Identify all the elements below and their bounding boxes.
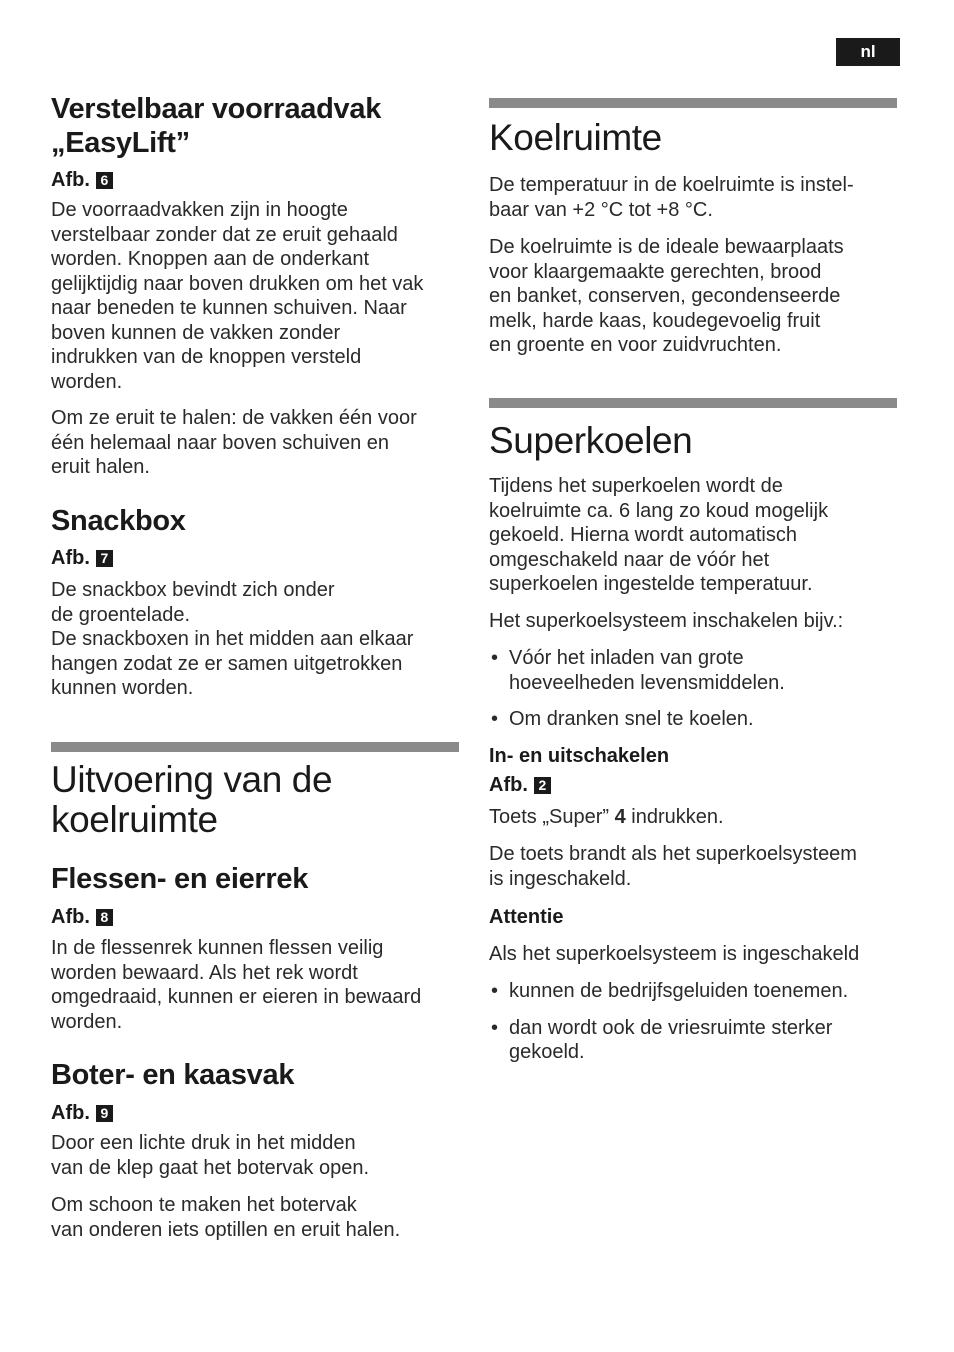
inuit-heading: In- en uitschakelen	[489, 745, 670, 767]
language-tab: nl	[836, 38, 900, 66]
koelruimte-heading: Koelruimte	[489, 117, 662, 158]
snackbox-heading: Snackbox	[51, 505, 186, 537]
snackbox-figure-ref: Afb. 7	[51, 546, 461, 570]
superkoelen-bullet-list	[489, 646, 899, 732]
easylift-paragraph-2: Om ze eruit te halen: de vakken één voor één helemaal naar boven schuiven en eruit halen.	[51, 407, 417, 478]
easylift-paragraph-1: De voorraadvakken zijn in hoogte verstelbaar zonder dat ze eruit gehaald worden. Knoppen aan de onderkant gelijktijdig naar boven drukken om het vak naar beneden te kunnen schuiven. Naar boven kunnen de vakken zonder indrukken van de knoppen versteld worden.	[51, 199, 424, 393]
figure-number: 7	[96, 550, 113, 567]
superkoelen-paragraph-3: De toets brandt als het superkoelsysteem is ingeschakeld.	[489, 843, 857, 890]
boter-paragraph-1: Door een lichte druk in het midden van de klep gaat het botervak open.	[51, 1132, 370, 1179]
koelruimte-paragraph-2: De koelruimte is de ideale bewaarplaats voor klaargemaakte gerechten, brood en banket, conserven, gecondenseerde melk, harde kaas, koudegevoelig fruit en groente en voor zuidvruchten.	[489, 236, 844, 356]
superkoelen-figure-ref: Afb. 2	[489, 773, 899, 797]
toets-instruction: Toets „Super” 4 indrukken.	[489, 806, 724, 828]
attentie-bullet-list	[489, 979, 899, 1065]
superkoelen-heading: Superkoelen	[489, 420, 693, 461]
attentie-paragraph: Als het superkoelsysteem is ingeschakeld	[489, 943, 860, 965]
easylift-heading: Verstelbaar voorraadvak „EasyLift”	[51, 93, 382, 159]
list-item: • Vóór het inladen van grote hoeveelheden levensmiddelen.	[489, 646, 899, 695]
boter-heading: Boter- en kaasvak	[51, 1059, 295, 1091]
flessen-heading: Flessen- en eierrek	[51, 863, 309, 895]
list-item: • dan wordt ook de vriesruimte sterker gekoeld.	[489, 1016, 899, 1065]
snackbox-paragraph: De snackbox bevindt zich onder de groentelade. De snackboxen in het midden aan elkaar hangen zodat ze er samen uitgetrokken kunnen worden.	[51, 579, 414, 699]
section-divider	[489, 398, 897, 408]
button-number: 4	[614, 806, 626, 828]
list-item: • Om dranken snel te koelen.	[489, 707, 899, 732]
boter-figure-ref: Afb. 9	[51, 1101, 461, 1125]
superkoelen-paragraph-2: Het superkoelsysteem inschakelen bijv.:	[489, 610, 844, 632]
uitvoering-heading: Uitvoering van de koelruimte	[51, 759, 333, 840]
koelruimte-paragraph-1: De temperatuur in de koelruimte is instel- baar van +2 °C tot +8 °C.	[489, 174, 854, 221]
figure-number: 8	[96, 909, 113, 926]
figure-number: 2	[534, 777, 551, 794]
section-divider	[51, 742, 459, 752]
figure-number: 6	[96, 172, 113, 189]
list-item: • kunnen de bedrijfsgeluiden toenemen.	[489, 979, 899, 1004]
flessen-figure-ref: Afb. 8	[51, 905, 461, 929]
superkoelen-paragraph-1: Tijdens het superkoelen wordt de koelruimte ca. 6 lang zo koud mogelijk gekoeld. Hierna wordt automatisch omgeschakeld naar de vóór het superkoelen ingestelde temperatuur.	[489, 475, 829, 595]
section-divider	[489, 98, 897, 108]
boter-paragraph-2: Om schoon te maken het botervak van onderen iets optillen en eruit halen.	[51, 1194, 401, 1241]
figure-number: 9	[96, 1105, 113, 1122]
flessen-paragraph: In de flessenrek kunnen flessen veilig worden bewaard. Als het rek wordt omgedraaid, kunnen er eieren in bewaard worden.	[51, 937, 422, 1033]
attentie-heading: Attentie	[489, 906, 564, 928]
easylift-figure-ref: Afb. 6	[51, 168, 461, 192]
